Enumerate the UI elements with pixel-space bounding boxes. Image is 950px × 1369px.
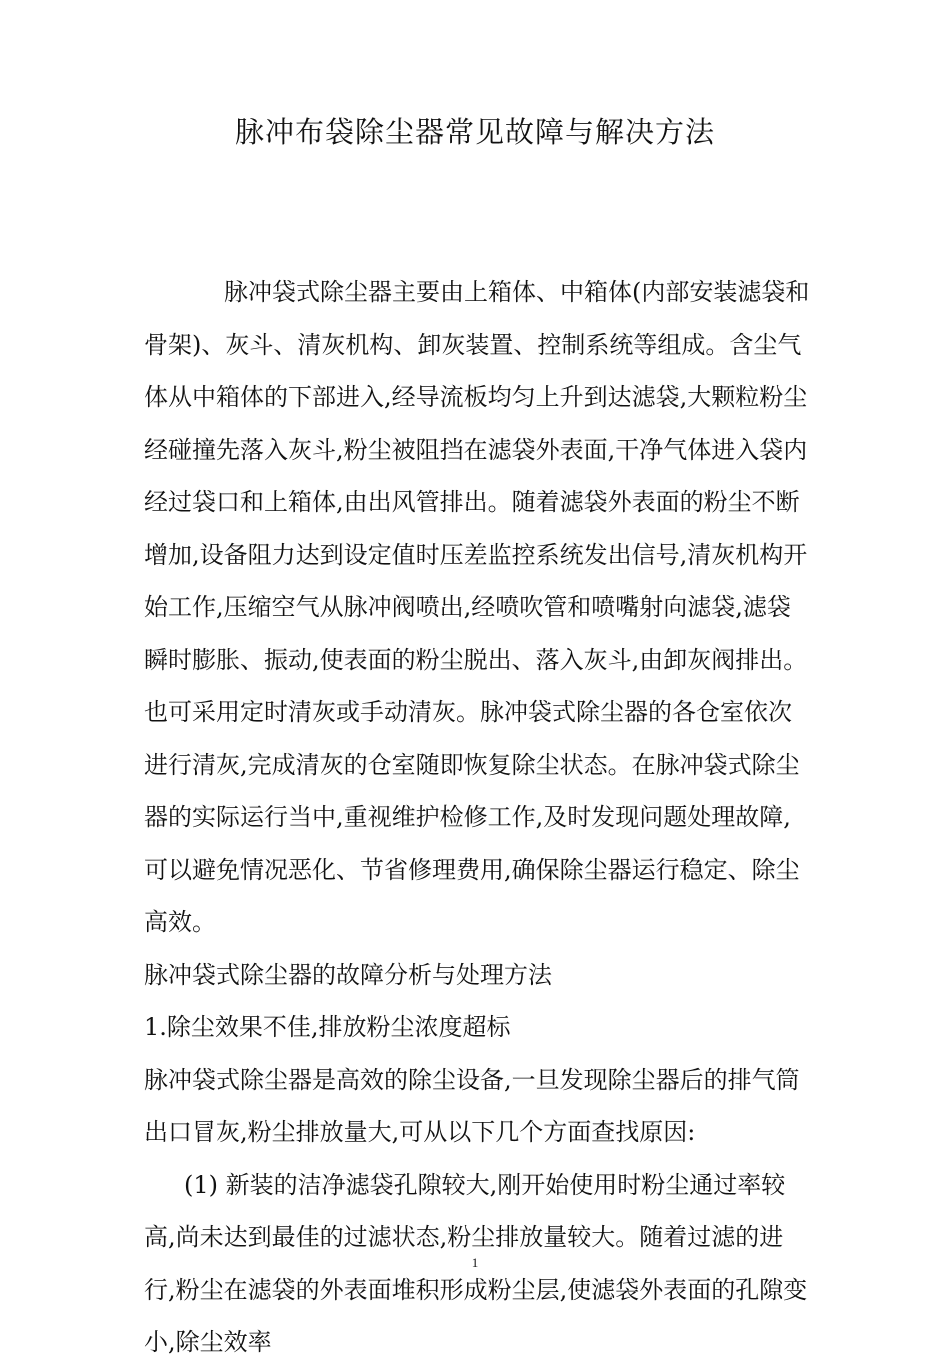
document-body [144, 266, 814, 1369]
document-title: 脉冲布袋除尘器常见故障与解决方法 [234, 115, 715, 149]
intro-paragraph: 脉冲袋式除尘器主要由上箱体、中箱体(内部安装滤袋和骨架)、灰斗、清灰机构、卸灰装置、控制系统等组成。含尘气体从中箱体的下部进入,经导流板均匀上升到达滤袋,大颗粒粉尘经碰撞先落入灰斗,粉尘被阻挡在滤袋外表面,干净气体进入袋内经过袋口和上箱体,由出风管排出。随着滤袋外表面的粉尘不断增加,设备阻力达到设定值时压差监控系统发出信号,清灰机构开始工作,压缩空气从脉冲阀喷出,经喷吹管和喷嘴射向滤袋,滤袋瞬时膨胀、振动,使表面的粉尘脱出、落入灰斗,由卸灰阀排出。也可采用定时清灰或手动清灰。脉冲袋式除尘器的各仓室依次进行清灰,完成清灰的仓室随即恢复除尘状态。在脉冲袋式除尘器的实际运行当中,重视维护检修工作,及时发现问题处理故障,可以避免情况恶化、节省修理费用,确保除尘器运行稳定、除尘高效。 [144, 278, 810, 936]
subsection-heading: 1.除尘效果不佳,排放粉尘浓度超标 [144, 1013, 511, 1041]
section-heading: 脉冲袋式除尘器的故障分析与处理方法 [144, 960, 552, 989]
page-number: 1 [471, 1255, 479, 1270]
list-item-paragraph: (1) 新装的洁净滤袋孔隙较大,刚开始使用时粉尘通过率较高,尚未达到最佳的过滤状态,粉尘排放量较大。随着过滤的进行,粉尘在滤袋的外表面堆积形成粉尘层,使滤袋外表面的孔隙变小,除尘效率 [144, 1170, 808, 1356]
body-paragraph: 脉冲袋式除尘器是高效的除尘设备,一旦发现除尘器后的排气筒出口冒灰,粉尘排放量大,可从以下几个方面查找原因: [144, 1065, 800, 1146]
